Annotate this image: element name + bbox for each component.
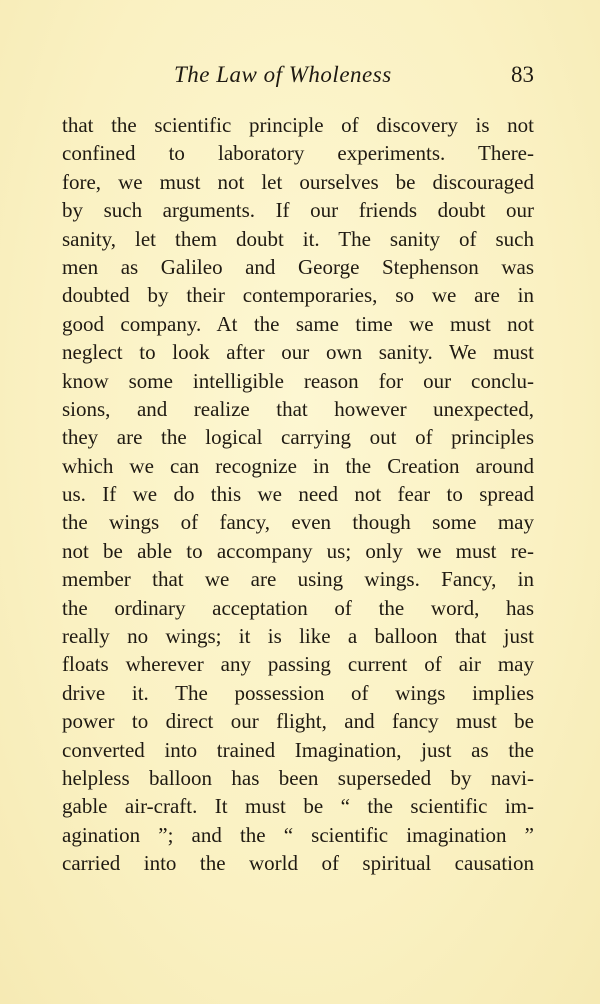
page-header — [62, 60, 540, 94]
text-line: agination ”; and the “ scientific imagination ” — [62, 822, 534, 847]
text-line: they are the logical carrying out of principles — [62, 425, 534, 450]
text-line: know some intelligible reason for our conclu- — [62, 368, 534, 393]
text-line: converted into trained Imagination, just as the — [62, 737, 534, 762]
text-line: the wings of fancy, even though some may — [62, 510, 534, 535]
text-line: gable air-craft. It must be “ the scientific im- — [62, 794, 534, 819]
text-line: power to direct our flight, and fancy must be — [62, 709, 534, 734]
text-line: helpless balloon has been superseded by navi- — [62, 765, 534, 790]
text-line: that the scientific principle of discovery is not — [62, 113, 534, 137]
running-title: The Law of Wholeness — [174, 62, 392, 87]
text-line: doubted by their contemporaries, so we are in — [62, 283, 534, 308]
text-line: carried into the world of spiritual causation — [62, 851, 534, 876]
text-line: good company. At the same time we must not — [62, 311, 534, 336]
text-line: which we can recognize in the Creation around — [62, 453, 534, 478]
text-line: not be able to accompany us; only we must re- — [62, 538, 534, 563]
text-line: really no wings; it is like a balloon that just — [62, 624, 534, 649]
text-line: floats wherever any passing current of air may — [62, 652, 534, 677]
text-line: sions, and realize that however unexpected, — [62, 396, 534, 421]
text-line: member that we are using wings. Fancy, in — [62, 567, 534, 592]
text-line: by such arguments. If our friends doubt our — [62, 198, 534, 223]
text-line: sanity, let them doubt it. The sanity of such — [62, 226, 534, 251]
text-line: confined to laboratory experiments. There- — [62, 141, 534, 166]
text-line: us. If we do this we need not fear to spread — [62, 482, 534, 507]
text-line: neglect to look after our own sanity. We must — [62, 340, 534, 365]
body-text — [62, 111, 534, 878]
page-number: 83 — [511, 62, 534, 87]
text-line: drive it. The possession of wings implies — [62, 680, 534, 705]
text-line: men as Galileo and George Stephenson was — [62, 254, 534, 279]
text-line: fore, we must not let ourselves be discouraged — [62, 169, 534, 194]
text-line: the ordinary acceptation of the word, has — [62, 595, 534, 620]
